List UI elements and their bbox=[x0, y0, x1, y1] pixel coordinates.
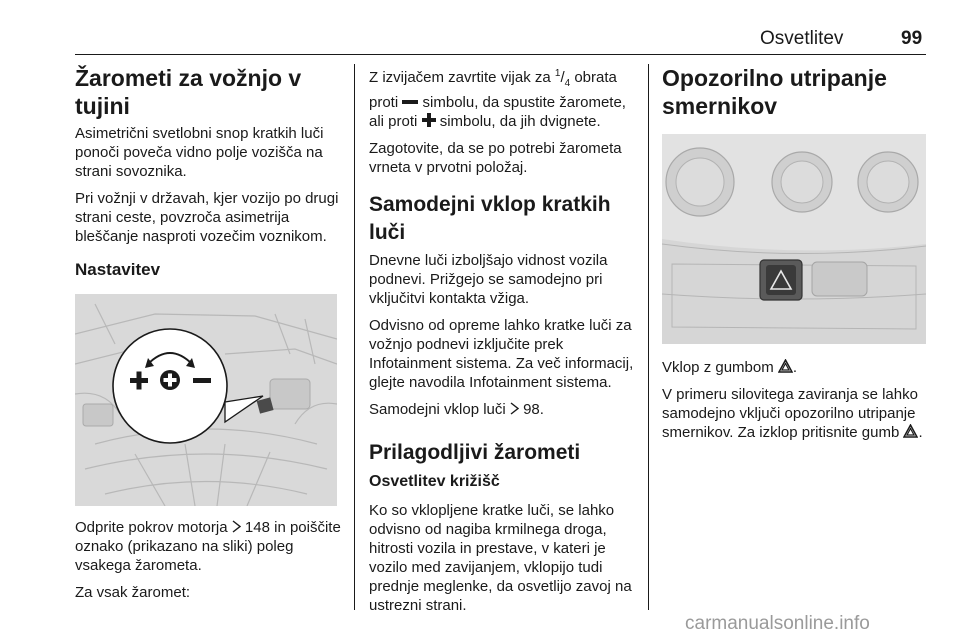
paragraph: Z izvijačem zavrtite vijak za $^1/_4$ obrata proti simbolu, da spustite žaromete, ali proti simbolu, da jih dvignete. bbox=[369, 68, 626, 130]
subheading-settings: Nastavitev bbox=[75, 260, 161, 279]
watermark: carmanualsonline.info bbox=[685, 613, 870, 634]
subheading-cornering-light: Osvetlitev križišč bbox=[369, 473, 500, 490]
minus-symbol-icon bbox=[402, 96, 418, 108]
section-heading-hazard-lights: Opozorilno utripanje smernikov bbox=[662, 65, 887, 119]
paragraph: Dnevne luči izboljšajo vidnost vozila podnevi. Prižgejo se samodejno pri vključitvi kontakta vžiga. bbox=[369, 252, 608, 307]
paragraph: Odvisno od opreme lahko kratke luči za vožnjo podnevi izključite prek Infotainment sistema. Za več informacij, glejte navodila Infotainment sistema. bbox=[369, 317, 634, 391]
paragraph: Odprite pokrov motorja 148 in poiščite oznako (prikazano na sliki) poleg vsakega žarometa. bbox=[75, 519, 341, 574]
page-reference[interactable]: 148 bbox=[244, 519, 270, 536]
page-reference[interactable]: 98 bbox=[523, 401, 540, 418]
paragraph: Zagotovite, da se po potrebi žarometa vrneta v prvotni položaj. bbox=[369, 140, 622, 176]
section-heading-foreign-headlights: Žarometi za vožnjo v tujini bbox=[75, 65, 302, 119]
paragraph: V primeru silovitega zaviranja se lahko samodejno vključi opozorilno utripanje smernikov. Za izklop pritisnite gumb . bbox=[662, 386, 923, 441]
reference-arrow-icon bbox=[510, 402, 519, 415]
paragraph: Vklop z gumbom . bbox=[662, 359, 798, 376]
plus-symbol-icon bbox=[422, 113, 436, 127]
paragraph: Ko so vklopljene kratke luči, se lahko odvisno od nagiba krmilnega droga, hitrosti vozila in prestave, v kateri je vozilo med zavijanjem, vklopijo tudi prednje meglenke, da osvetlijo zavoj na ustrezni strani. bbox=[369, 502, 632, 614]
header-rule bbox=[75, 54, 926, 55]
column-2 bbox=[369, 64, 637, 623]
headlight-adjustment-illustration bbox=[75, 294, 337, 506]
paragraph: Asimetrični svetlobni snop kratkih luči ponoči poveča vidno polje vozišča na strani sovoznika. bbox=[75, 125, 324, 180]
paragraph: Pri vožnji v državah, kjer vozijo po drugi strani ceste, povzroča asimetrija bleščanje nasproti vozečim voznikom. bbox=[75, 190, 339, 245]
column-divider-1 bbox=[354, 64, 355, 610]
column-divider-2 bbox=[648, 64, 649, 610]
hazard-triangle-icon bbox=[778, 359, 793, 373]
paragraph: Za vsak žaromet: bbox=[75, 584, 191, 601]
column-1 bbox=[75, 64, 343, 610]
paragraph: Samodejni vklop luči 98. bbox=[369, 401, 544, 418]
reference-arrow-icon bbox=[232, 520, 241, 533]
running-header-title: Osvetlitev bbox=[760, 28, 844, 49]
section-heading-auto-lights: Samodejni vklop kratkih luči bbox=[369, 193, 611, 244]
hazard-switch-illustration bbox=[662, 134, 926, 344]
hazard-triangle-icon bbox=[903, 424, 918, 438]
page-number: 99 bbox=[901, 28, 923, 49]
section-heading-adaptive-headlights: Prilagodljivi žarometi bbox=[369, 441, 581, 464]
column-3 bbox=[662, 64, 926, 450]
